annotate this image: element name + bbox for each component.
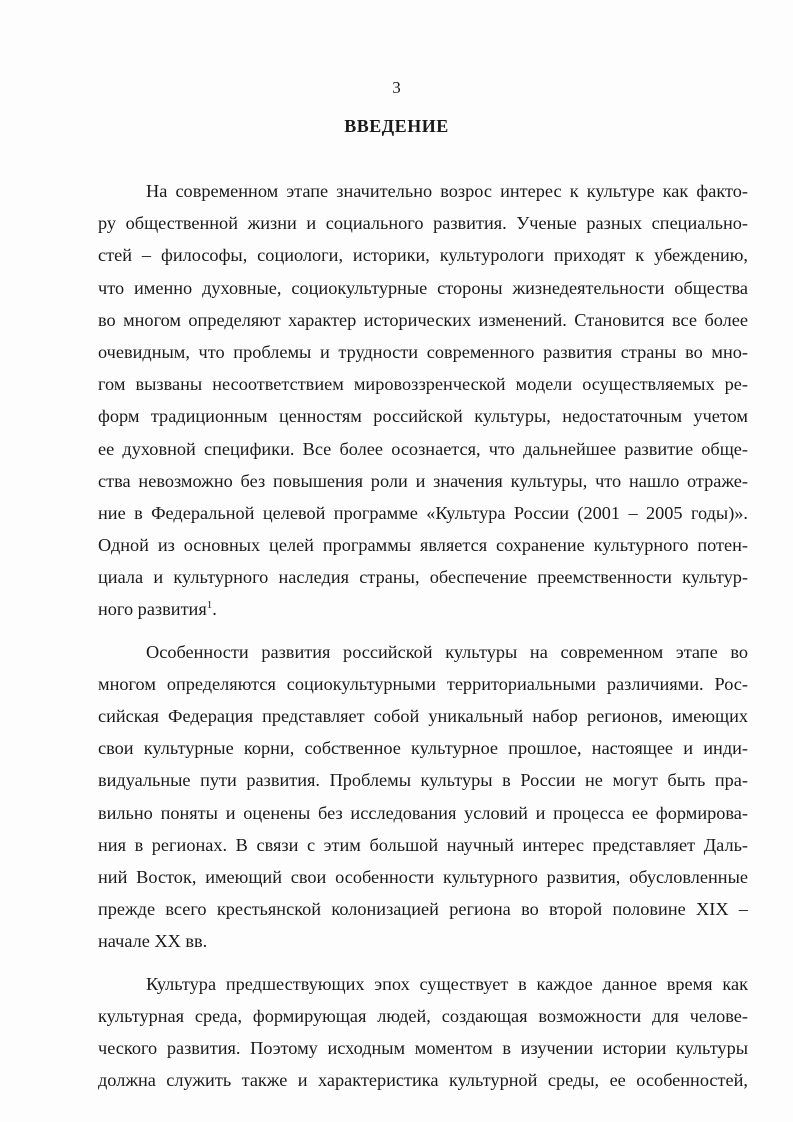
- paragraph-2-line: ния в регионах. В связи с этим большой научный интерес представляет Даль-: [98, 834, 748, 855]
- paragraph-1-line: форм традиционным ценностям российской культуры, недостаточным учетом: [98, 406, 748, 427]
- paragraph-1-line: стей – философы, социологи, историки, культурологи приходят к убеждению,: [98, 245, 748, 266]
- paragraph-2-line: Особенности развития российской культуры на современном этапе во: [146, 641, 748, 662]
- paragraph-1-line: циала и культурного наследия страны, обеспечение преемственности культур-: [98, 567, 748, 588]
- paragraph-3-line: ческого развития. Поэтому исходным моментом в изучении истории культуры: [98, 1037, 748, 1058]
- footnote-ref: 1: [206, 599, 213, 612]
- end-punct: .: [212, 599, 217, 620]
- paragraph-2-line: ний Восток, имеющий свои особенности культурного развития, обусловленные: [98, 866, 748, 887]
- paragraph-2-line: вильно поняты и оценены без исследования условий и процесса ее формирова-: [98, 802, 748, 823]
- paragraph-3-line: должна служить также и характеристика культурной среды, ее особенностей,: [98, 1070, 748, 1091]
- paragraph-1-line: ние в Федеральной целевой программе «Культура России (2001 – 2005 годы)».: [98, 502, 748, 523]
- paragraph-1-line: На современном этапе значительно возрос интерес к культуре как факто-: [146, 181, 748, 201]
- paragraph-1-line-text: ного развития: [98, 599, 207, 620]
- paragraph-2-line: начале XX вв.: [98, 931, 208, 952]
- paragraph-1-line: ства невозможно без повышения роли и значения культуры, что нашло отраже-: [98, 470, 748, 491]
- section-heading: ВВЕДЕНИЕ: [344, 116, 449, 136]
- paragraph-2-line: сийская Федерация представляет собой уникальный набор регионов, имеющих: [98, 706, 748, 726]
- paragraph-1-line: что именно духовные, социокультурные стороны жизнедеятельности общества: [98, 277, 748, 298]
- paragraph-1-line: гом вызваны несоответствием мировоззренческой модели осуществляемых ре-: [98, 374, 748, 395]
- paragraph-2-line: многом определяются социокультурными территориальными различиями. Рос-: [98, 673, 748, 694]
- paragraph-3-line: Культура предшествующих эпох существует в каждое данное время как: [146, 973, 748, 994]
- body-text: [98, 175, 748, 1096]
- paragraph-2-line: видуальные пути развития. Проблемы культуры в России не могут быть пра-: [98, 770, 748, 791]
- paragraph-1-line: ее духовной специфики. Все более осознается, что дальнейшее развитие обще-: [98, 438, 748, 459]
- paragraph-1-line: ру общественной жизни и социального развития. Ученые разных специально-: [98, 213, 748, 234]
- paragraph-1-line: Одной из основных целей программы является сохранение культурного потен-: [98, 535, 748, 556]
- paragraph-1-line: во многом определяют характер исторических изменений. Становится все более: [98, 309, 748, 330]
- paragraph-1-line: очевидным, что проблемы и трудности современного развития страны во мно-: [98, 341, 748, 362]
- page-number: 3: [392, 78, 401, 97]
- paragraph-3-line: культурная среда, формирующая людей, создающая возможности для челове-: [98, 1005, 748, 1026]
- paragraph-2-line: прежде всего крестьянской колонизацией региона во второй половине XIX –: [98, 899, 748, 920]
- paragraph-1-last-line: [98, 593, 748, 625]
- paragraph-2-line: свои культурные корни, собственное культурное прошлое, настоящее и инди-: [98, 738, 748, 759]
